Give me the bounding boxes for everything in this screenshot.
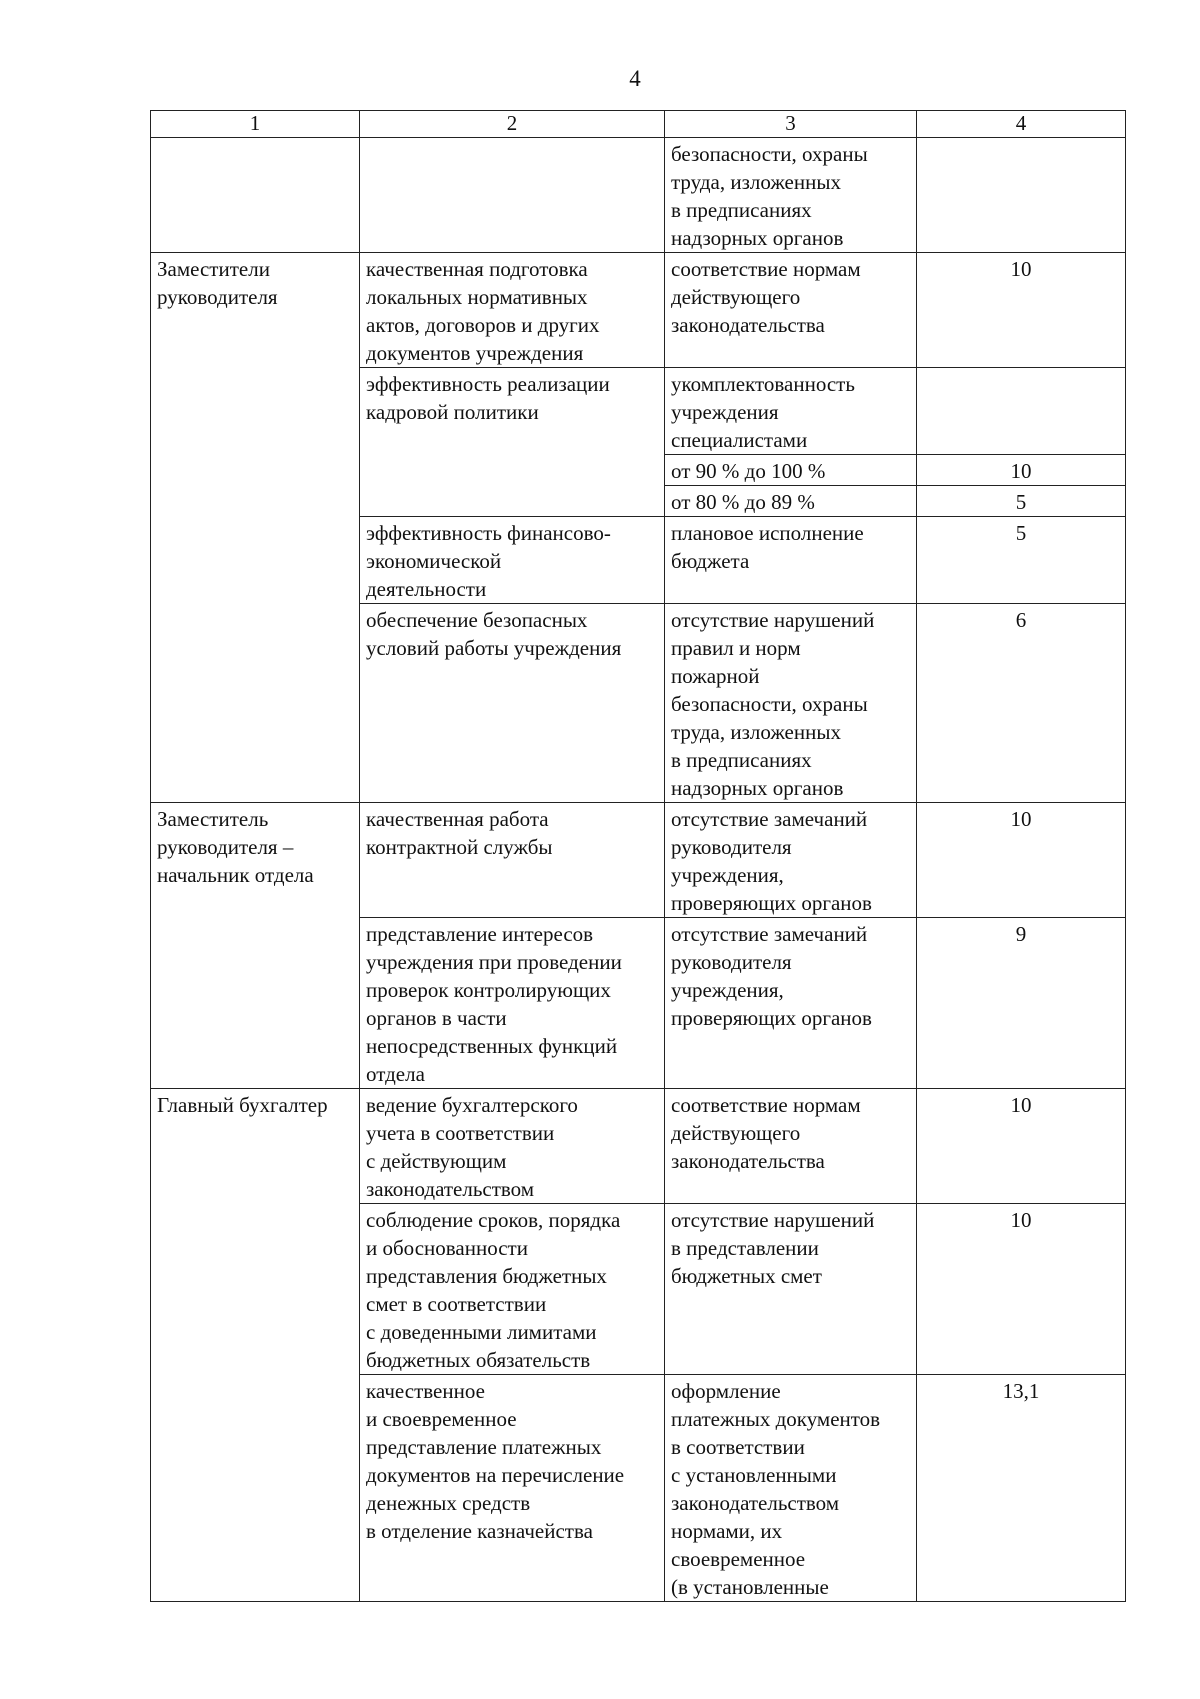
points-cell: 5 xyxy=(917,486,1126,517)
points-cell: 10 xyxy=(917,803,1126,918)
indicator-cell: качественная работа контрактной службы xyxy=(360,803,665,918)
points-cell: 10 xyxy=(917,455,1126,486)
indicator-cell: представление интересов учреждения при проведении проверок контролирующих органов в части непосредственных функций отдела xyxy=(360,918,665,1089)
column-header-4: 4 xyxy=(917,111,1126,138)
criterion-cell: соответствие нормам действующего законодательства xyxy=(665,1089,917,1204)
table-row xyxy=(151,138,1126,253)
points-cell: 6 xyxy=(917,604,1126,803)
column-header-2: 2 xyxy=(360,111,665,138)
points-cell xyxy=(917,138,1126,253)
header-row xyxy=(151,111,1126,138)
position-cell xyxy=(151,138,360,253)
criterion-cell: отсутствие замечаний руководителя учреждения, проверяющих органов xyxy=(665,803,917,918)
points-cell: 10 xyxy=(917,1089,1126,1204)
points-cell xyxy=(917,368,1126,455)
position-cell: Заместители руководителя xyxy=(151,253,360,803)
table-row xyxy=(151,803,1126,918)
criterion-cell: от 90 % до 100 % xyxy=(665,455,917,486)
position-cell: Главный бухгалтер xyxy=(151,1089,360,1602)
criterion-cell: соответствие нормам действующего законодательства xyxy=(665,253,917,368)
points-cell: 9 xyxy=(917,918,1126,1089)
criterion-cell: укомплектованность учреждения специалистами xyxy=(665,368,917,455)
page-number: 4 xyxy=(629,66,641,91)
column-header-1: 1 xyxy=(151,111,360,138)
indicator-cell: эффективность финансово- экономической деятельности xyxy=(360,517,665,604)
points-cell: 10 xyxy=(917,253,1126,368)
indicator-cell: эффективность реализации кадровой политики xyxy=(360,368,665,517)
indicator-cell: ведение бухгалтерского учета в соответствии с действующим законодательством xyxy=(360,1089,665,1204)
indicator-cell: обеспечение безопасных условий работы учреждения xyxy=(360,604,665,803)
indicator-cell: качественное и своевременное представление платежных документов на перечисление денежных средств в отделение казначейства xyxy=(360,1375,665,1602)
table-row xyxy=(151,1089,1126,1204)
criterion-cell: отсутствие нарушений правил и норм пожарной безопасности, охраны труда, изложенных в предписаниях надзорных органов xyxy=(665,604,917,803)
indicator-cell xyxy=(360,138,665,253)
criterion-cell: отсутствие нарушений в представлении бюджетных смет xyxy=(665,1204,917,1375)
criterion-cell: отсутствие замечаний руководителя учреждения, проверяющих органов xyxy=(665,918,917,1089)
criterion-cell: плановое исполнение бюджета xyxy=(665,517,917,604)
table-row xyxy=(151,253,1126,368)
indicator-cell: качественная подготовка локальных нормативных актов, договоров и других документов учреждения xyxy=(360,253,665,368)
criterion-cell: оформление платежных документов в соответствии с установленными законодательством нормами, их своевременное (в установленные xyxy=(665,1375,917,1602)
indicator-cell: соблюдение сроков, порядка и обоснованности представления бюджетных смет в соответствии с доведенными лимитами бюджетных обязательств xyxy=(360,1204,665,1375)
column-header-3: 3 xyxy=(665,111,917,138)
criterion-cell: от 80 % до 89 % xyxy=(665,486,917,517)
criteria-table xyxy=(150,110,1126,1602)
points-cell: 10 xyxy=(917,1204,1126,1375)
points-cell: 13,1 xyxy=(917,1375,1126,1602)
criterion-cell: безопасности, охраны труда, изложенных в предписаниях надзорных органов xyxy=(665,138,917,253)
points-cell: 5 xyxy=(917,517,1126,604)
position-cell: Заместитель руководителя – начальник отдела xyxy=(151,803,360,1089)
